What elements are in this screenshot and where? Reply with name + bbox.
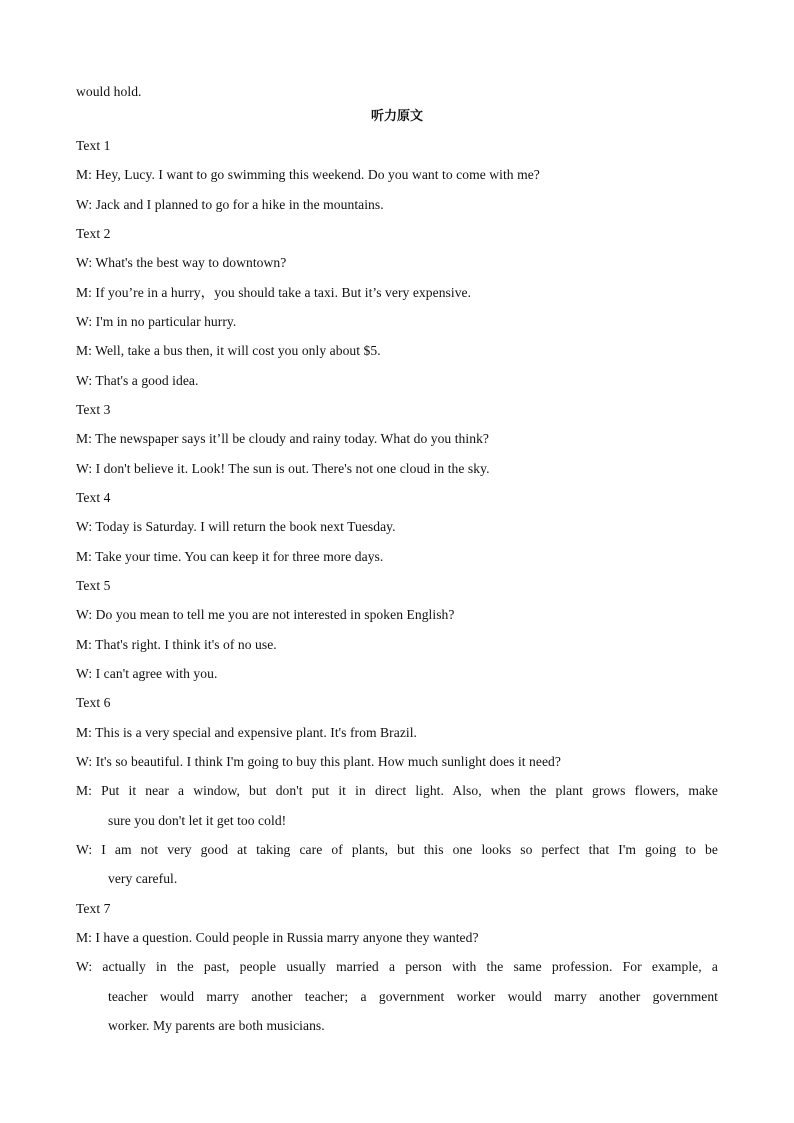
dialogue-line: M: Put it near a window, but don't put it in direct light. Also, when the plant grows flowers, make — [76, 783, 718, 798]
text-1-title: Text 1 — [76, 138, 111, 153]
dialogue-line: M: This is a very special and expensive plant. It's from Brazil. — [76, 725, 418, 740]
text-4-title: Text 4 — [76, 490, 111, 505]
text-7-title: Text 7 — [76, 901, 111, 916]
dialogue-line: W: I don't believe it. Look! The sun is out. There's not one cloud in the sky. — [76, 461, 490, 476]
dialogue-line: W: That's a good idea. — [76, 373, 199, 388]
text-2-title: Text 2 — [76, 226, 111, 241]
dialogue-line: M: That's right. I think it's of no use. — [76, 637, 277, 652]
dialogue-line: W: I'm in no particular hurry. — [76, 314, 237, 329]
dialogue-line: M: I have a question. Could people in Russia marry anyone they wanted? — [76, 930, 479, 945]
dialogue-line: W: I can't agree with you. — [76, 666, 218, 681]
dialogue-line-continuation: sure you don't let it get too cold! — [108, 813, 287, 828]
dialogue-line: W: actually in the past, people usually married a person with the same profession. For example, a — [76, 959, 718, 974]
dialogue-line: W: Jack and I planned to go for a hike in the mountains. — [76, 197, 384, 212]
dialogue-line-continuation: teacher would marry another teacher; a government worker would marry another government — [108, 989, 718, 1004]
dialogue-line: W: What's the best way to downtown? — [76, 255, 287, 270]
text-5-title: Text 5 — [76, 578, 111, 593]
previous-text-line: would hold. — [76, 84, 142, 99]
dialogue-line: M: Take your time. You can keep it for three more days. — [76, 549, 384, 564]
text-3-title: Text 3 — [76, 402, 111, 417]
dialogue-line: M: Hey, Lucy. I want to go swimming this weekend. Do you want to come with me? — [76, 167, 540, 182]
dialogue-line-continuation: worker. My parents are both musicians. — [108, 1018, 325, 1033]
section-heading: 听力原文 — [370, 109, 423, 124]
dialogue-line: W: It's so beautiful. I think I'm going to buy this plant. How much sunlight does it need? — [76, 754, 561, 769]
text-6-title: Text 6 — [76, 695, 111, 710]
dialogue-line: W: Do you mean to tell me you are not interested in spoken English? — [76, 607, 455, 622]
dialogue-line: M: If you’re in a hurry，you should take a taxi. But it’s very expensive. — [76, 285, 472, 300]
dialogue-line: M: Well, take a bus then, it will cost you only about $5. — [76, 343, 381, 358]
dialogue-line: W: Today is Saturday. I will return the book next Tuesday. — [76, 519, 396, 534]
dialogue-line: W: I am not very good at taking care of plants, but this one looks so perfect that I'm going to be — [76, 842, 718, 857]
dialogue-line-continuation: very careful. — [108, 871, 178, 886]
dialogue-line: M: The newspaper says it’ll be cloudy and rainy today. What do you think? — [76, 431, 490, 446]
